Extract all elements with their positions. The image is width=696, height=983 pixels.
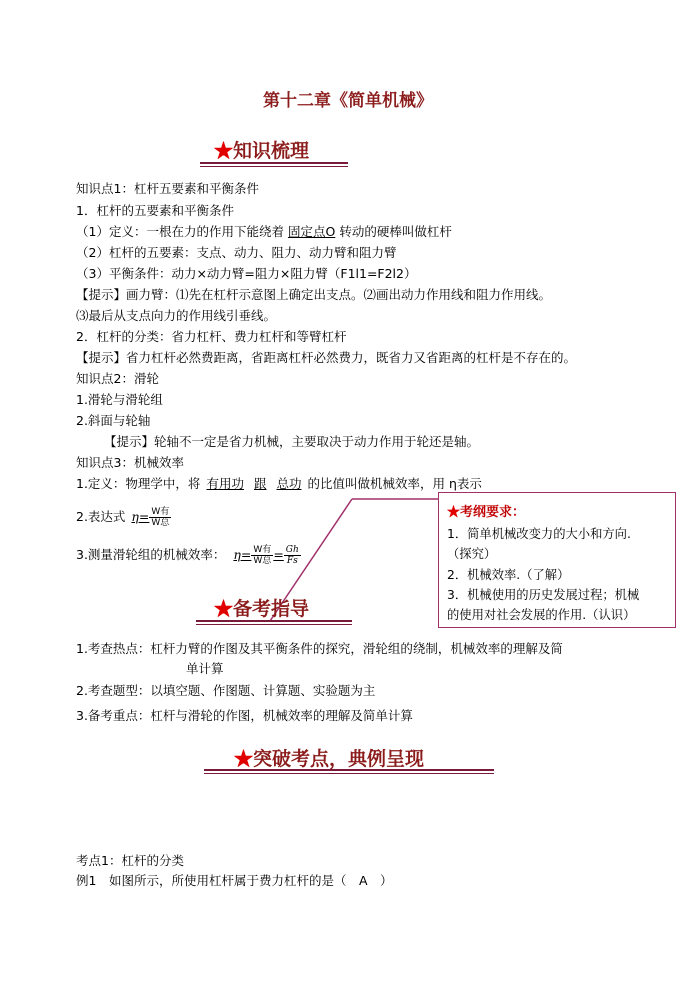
heading-underline-thin (200, 166, 348, 167)
eta-symbol: η (131, 509, 139, 524)
knowledge-point-1-heading: 知识点1：杠杆五要素和平衡条件 (76, 181, 259, 196)
section-heading-knowledge (214, 136, 309, 163)
box-line: 1．简单机械改变力的大小和方向. (447, 527, 631, 541)
section-heading-text: 突破考点，典例呈现 (253, 748, 425, 770)
tip-line: 【提示】轮轴不一定是省力机械，主要取决于动力作用于轮还是轴。 (104, 434, 480, 449)
heading-underline (204, 769, 494, 771)
fraction (149, 507, 171, 528)
blank-answer: 固定点O (287, 224, 336, 239)
denominator: W总 (253, 556, 272, 566)
numerator: Gh (285, 545, 299, 555)
exam-point-1-heading: 考点1：杠杆的分类 (76, 853, 184, 868)
box-line: 2．机械效率.（了解） (447, 568, 570, 582)
box-line: （探究） (447, 547, 497, 561)
text-fragment: 1.定义：物理学中，将 (76, 476, 201, 491)
text-fragment: （1）定义：一根在力的作用下能绕着 (76, 224, 284, 239)
heading-underline-thin (196, 624, 352, 625)
tip-line: ⑶最后从支点向力的作用线引垂线。 (76, 308, 277, 323)
tip-line: 【提示】画力臂：⑴先在杠杆示意图上确定出支点。⑵画出动力作用线和阻力作用线。 (76, 287, 552, 302)
text-line: 1．杠杆的五要素和平衡条件 (76, 203, 234, 218)
formula-pulley-efficiency: η= $\frac{\text{W有}}{\text{W总}}$ = $\frac{Gh}{Fs}$ (233, 545, 299, 566)
star-icon: ★ (234, 748, 254, 770)
denominator: W总 (151, 518, 170, 528)
page-title: 第十二章《简单机械》 (263, 91, 433, 111)
star-icon: ★ (214, 140, 234, 162)
eta-symbol: η (233, 547, 241, 562)
denominator: Fs (286, 556, 298, 566)
text-fragment: 转动的硬棒叫做杠杆 (339, 224, 452, 239)
guide-line: 2.考查题型：以填空题、作图题、计算题、实验题为主 (76, 683, 376, 698)
box-line: 的使用对社会发展的作用.（认识） (447, 608, 636, 622)
formula-efficiency: η= $\frac{\text{W有}}{\text{W总}}$ (131, 507, 170, 528)
guide-line: 1.考查热点：杠杆力臂的作图及其平衡条件的探究，滑轮组的绕制，机械效率的理解及简 (76, 641, 563, 656)
tip-line: 【提示】省力杠杆必然费距离，省距离杠杆必然费力，既省力又省距离的杠杆是不存在的。 (76, 350, 577, 365)
balance-condition-line: （3）平衡条件：动力×动力臂=阻力×阻力臂（F1l1=F2l2） (76, 266, 417, 281)
section-heading-text: 知识梳理 (233, 140, 310, 162)
section-heading-examples (234, 744, 424, 771)
numerator: W有 (253, 545, 272, 555)
heading-underline-thin (204, 773, 494, 774)
text-fragment: 的比值叫做机械效率，用 η表示 (307, 476, 482, 491)
section-heading-guide (214, 594, 309, 621)
exam-requirements-box (438, 492, 676, 628)
knowledge-point-3-heading: 知识点3：机械效率 (76, 455, 184, 470)
blank-connector: 跟 (253, 476, 267, 491)
text-line: 2．杠杆的分类：省力杠杆、费力杠杆和等臂杠杆 (76, 329, 347, 344)
numerator: W有 (151, 507, 170, 517)
text-line: 2.斜面与轮轴 (76, 413, 151, 428)
box-title-text: 考纲要求： (460, 505, 526, 520)
heading-underline (196, 620, 352, 622)
star-icon: ★ (214, 598, 234, 620)
text-fragment: 2.表达式 (76, 509, 126, 524)
exam-requirements-title (447, 501, 525, 520)
blank-answer: 有用功 (206, 476, 244, 491)
guide-line: 单计算 (186, 661, 224, 676)
heading-underline (200, 162, 348, 164)
text-line: （2）杠杆的五要素：支点、动力、阻力、动力臂和阻力臂 (76, 245, 397, 260)
expression-line (76, 507, 189, 528)
definition-line (76, 475, 482, 493)
knowledge-point-2-heading: 知识点2：滑轮 (76, 371, 159, 386)
box-line: 3．机械使用的历史发展过程；机械 (447, 588, 640, 602)
star-icon: ★ (447, 505, 461, 520)
definition-line (76, 223, 452, 241)
section-heading-text: 备考指导 (233, 598, 310, 620)
text-line: 1.滑轮与滑轮组 (76, 392, 163, 407)
guide-line: 3.备考重点：杠杆与滑轮的作图，机械效率的理解及简单计算 (76, 708, 413, 723)
example-1-question: 例1 如图所示，所使用杠杆属于费力杠杆的是（ A ） (76, 873, 393, 888)
text-fragment: 3.测量滑轮组的机械效率： (76, 547, 226, 562)
blank-answer: 总功 (276, 476, 302, 491)
